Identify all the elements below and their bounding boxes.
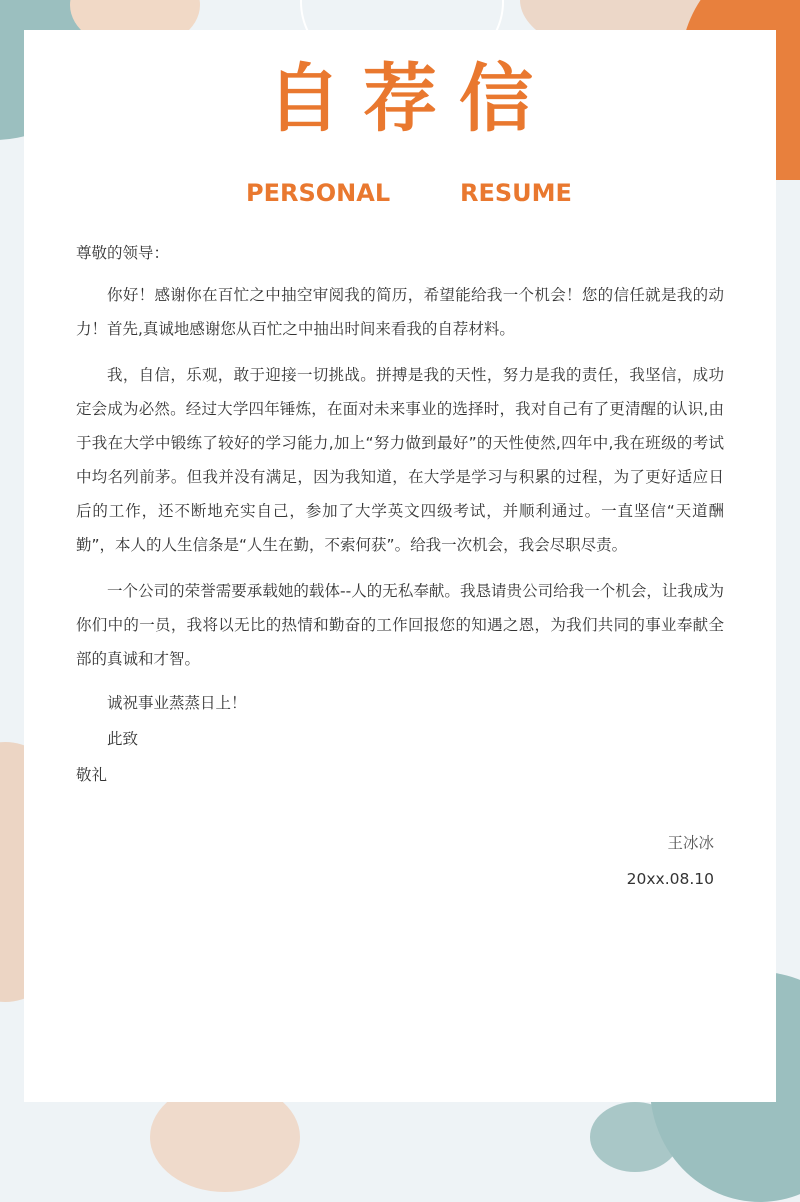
subtitle-resume: RESUME xyxy=(460,179,572,207)
salute-line: 敬礼 xyxy=(76,766,108,784)
signature-name: 王冰冰 xyxy=(667,834,714,852)
letter-body xyxy=(76,240,724,790)
subtitle-personal: PERSONAL xyxy=(246,179,391,207)
wish-line: 诚祝事业蒸蒸日上！ xyxy=(107,694,247,712)
paragraph-intro: 你好！感谢你在百忙之中抽空审阅我的简历，希望能给我一个机会！您的信任就是我的动力！首先,真诚地感谢您从百忙之中抽出时间来看我的自荐材料。 xyxy=(76,286,724,338)
greeting: 尊敬的领导： xyxy=(76,244,170,262)
paragraph-self-description: 我，自信，乐观，敢于迎接一切挑战。拼搏是我的天性，努力是我的责任，我坚信，成功定会成为必然。经过大学四年锤炼，在面对未来事业的选择时，我对自己有了更清醒的认识,由于我在大学中锻练了较好的学习能力,加上“努力做到最好”的天性使然,四年中,我在班级的考试中均名列前茅。但我并没有满足，因为我知道，在大学是学习与积累的过程，为了更好适应日后的工作，还不断地充实自己，参加了大学英文四级考试，并顺利通过。一直坚信“天道酬勤”，本人的人生信条是“人生在勤，不索何获”。给我一次机会，我会尽职尽责。 xyxy=(76,366,724,554)
closing-line: 此致 xyxy=(107,730,139,748)
paragraph-request: 一个公司的荣誉需要承载她的载体--人的无私奉献。我恳请贵公司给我一个机会，让我成为你们中的一员，我将以无比的热情和勤奋的工作回报您的知遇之恩，为我们共同的事业奉献全部的真诚和才智。 xyxy=(76,582,724,668)
letter-title: 自荐信 xyxy=(267,56,555,142)
letter-page xyxy=(24,30,776,1102)
letter-date: 20xx.08.10 xyxy=(626,870,714,888)
